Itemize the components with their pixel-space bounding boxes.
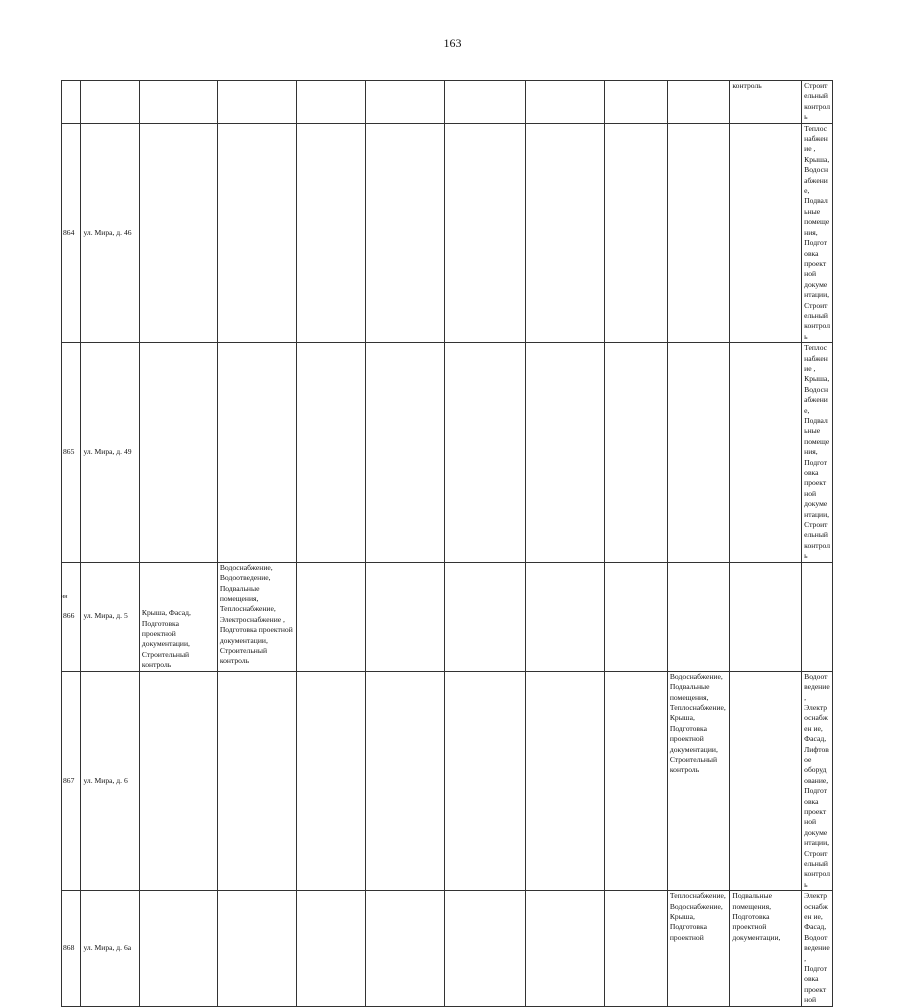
table-cell: [445, 891, 526, 1006]
table-cell: [730, 671, 802, 891]
table-cell: [730, 123, 802, 343]
table-row: [62, 81, 833, 124]
table-cell: Крыша, Фасад, Подготовка проектной документации, Строительный контроль: [139, 562, 217, 671]
table-cell: Строительный контроль: [802, 81, 833, 124]
table-row: [62, 343, 833, 563]
row-number: [62, 81, 81, 124]
row-number: 868: [62, 891, 81, 1006]
table-cell: [605, 562, 668, 671]
table-cell: Водоотведение, Электроснабжен ие, Фасад, Лифтовое оборудование, Подготовка проектной документации, Строительный контроль: [802, 671, 833, 891]
table-cell: [366, 671, 445, 891]
table-cell: [296, 671, 366, 891]
table-cell: Подвальные помещения, Подготовка проектной документации,: [730, 891, 802, 1006]
table-cell: [526, 123, 605, 343]
table-cell: [445, 123, 526, 343]
table-cell: [605, 81, 668, 124]
table-cell: [667, 81, 730, 124]
table-row: [62, 562, 833, 671]
table-row: [62, 671, 833, 891]
table-cell: [217, 81, 296, 124]
table-cell: [730, 562, 802, 671]
table-cell: [445, 562, 526, 671]
table-cell: Теплоснабжение , Крыша, Водоснабжение, Подвальные помещения, Подготовка проектной документации, Строительный контроль: [802, 343, 833, 563]
table-row: [62, 891, 833, 1006]
table-cell: [605, 891, 668, 1006]
table-cell: [366, 343, 445, 563]
row-number: 867: [62, 671, 81, 891]
table-cell: [445, 671, 526, 891]
page-number: 163: [443, 36, 462, 50]
table-cell: [366, 891, 445, 1006]
table-cell: [139, 343, 217, 563]
table-cell: Водоснабжение, Подвальные помещения, Теплоснабжение, Крыша, Подготовка проектной документации, Строительный контроль: [667, 671, 730, 891]
row-address: [81, 81, 139, 124]
row-number: 865: [62, 343, 81, 563]
table-cell: [296, 562, 366, 671]
table-cell: Теплоснабжение , Крыша, Водоснабжение, Подвальные помещения, Подготовка проектной документации, Строительный контроль: [802, 123, 833, 343]
footer-mark: нн: [61, 594, 68, 600]
table-cell: [139, 81, 217, 124]
table-cell: Электроснабжен ие, Фасад, Водоотведение, Подготовка проектной: [802, 891, 833, 1006]
table-cell: Водоснабжение, Водоотведение, Подвальные помещения, Теплоснабжение, Электроснабжение , Подготовка проектной документации, Строительный контроль: [217, 562, 296, 671]
table-cell: [139, 891, 217, 1006]
row-address: ул. Мира, д. 46: [81, 123, 139, 343]
table-cell: [296, 891, 366, 1006]
row-address: ул. Мира, д. 49: [81, 343, 139, 563]
table-cell: [296, 123, 366, 343]
table-cell: [667, 123, 730, 343]
table-cell: [139, 123, 217, 343]
table-cell: [217, 671, 296, 891]
table-cell: [366, 123, 445, 343]
table-cell: [366, 562, 445, 671]
table-cell: [526, 891, 605, 1006]
table-cell: [296, 343, 366, 563]
schedule-table: [61, 80, 833, 1007]
row-number: 866: [62, 562, 81, 671]
table-cell: [296, 81, 366, 124]
table-cell: [526, 671, 605, 891]
table-cell: [526, 81, 605, 124]
table-cell: контроль: [730, 81, 802, 124]
row-address: ул. Мира, д. 6: [81, 671, 139, 891]
table-cell: [217, 343, 296, 563]
row-number: 864: [62, 123, 81, 343]
table-cell: [667, 562, 730, 671]
table-cell: [605, 343, 668, 563]
table-cell: [802, 562, 833, 671]
table-cell: Теплоснабжение, Водоснабжение, Крыша, Подготовка проектной: [667, 891, 730, 1006]
table-cell: [139, 671, 217, 891]
table-row: [62, 123, 833, 343]
table-cell: [605, 123, 668, 343]
table-cell: [366, 81, 445, 124]
table-cell: [730, 343, 802, 563]
table-cell: [217, 123, 296, 343]
table-cell: [445, 343, 526, 563]
table-cell: [667, 343, 730, 563]
table-cell: [445, 81, 526, 124]
table-cell: [605, 671, 668, 891]
table-cell: [526, 343, 605, 563]
table-cell: [217, 891, 296, 1006]
table-cell: [526, 562, 605, 671]
row-address: ул. Мира, д. 5: [81, 562, 139, 671]
row-address: ул. Мира, д. 6а: [81, 891, 139, 1006]
